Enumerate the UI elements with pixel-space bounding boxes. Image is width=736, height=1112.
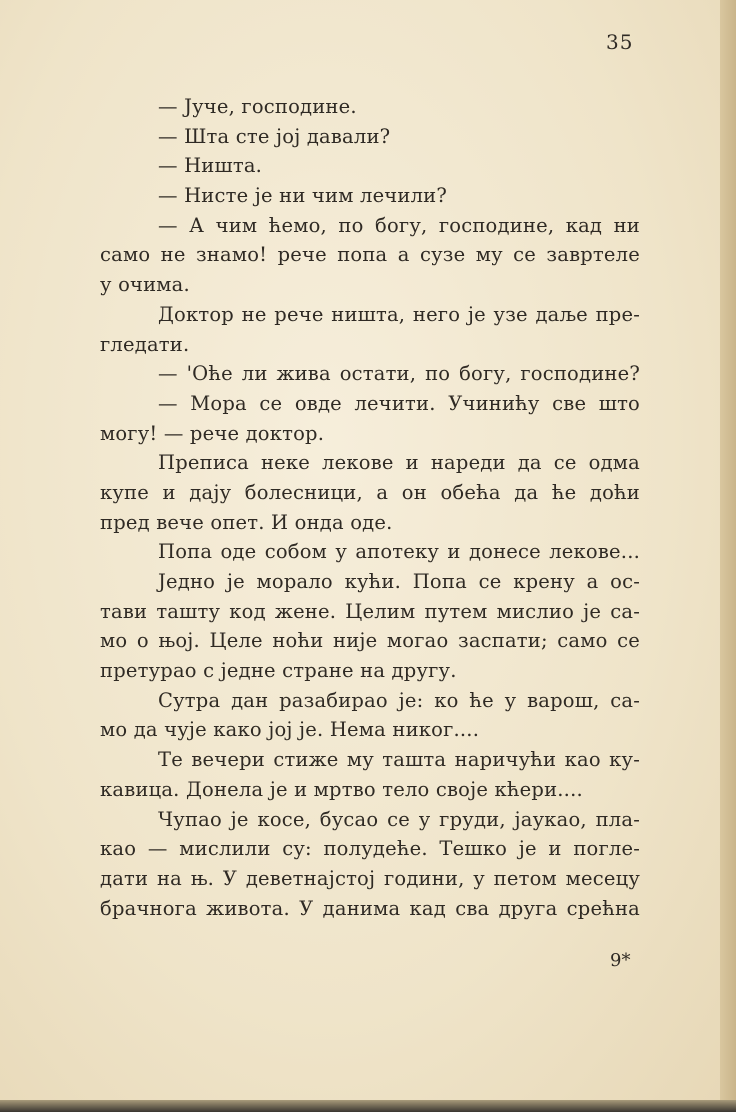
text-line: мо о њој. Целе ноћи није могао заспати; само се — [100, 629, 640, 653]
text-line: пред вече опет. И онда оде. — [100, 510, 393, 534]
text-line: — Шта сте јој давали? — [158, 124, 391, 148]
text-line: само не знамо! рече попа а сузе му се завртеле — [100, 243, 640, 267]
text-line: Сутра дан разабирао је: ко ће у варош, са- — [158, 688, 640, 712]
text-line: гледати. — [100, 332, 190, 356]
body-text — [100, 92, 640, 923]
text-line: брачнога живота. У данима кад сва друга срећна — [100, 896, 640, 920]
text-line: као — мислили су: полудеће. Тешко је и погле- — [100, 837, 640, 861]
text-line: — Мора се овде лечити. Учинићу све што — [158, 391, 640, 415]
page-edge-bottom — [0, 1100, 736, 1112]
page-edge-right — [720, 0, 736, 1112]
text-line: претурао с једне стране на другу. — [100, 659, 457, 683]
page-number: 35 — [606, 30, 634, 54]
text-line: у очима. — [100, 273, 190, 297]
text-line: Те вечери стиже му ташта наричући као ку- — [158, 748, 640, 772]
text-line: могу! — рече доктор. — [100, 421, 325, 445]
text-line: купе и дају болесници, а он обећа да ће доћи — [100, 480, 640, 504]
text-line: Преписа неке лекове и нареди да се одма — [158, 451, 640, 475]
text-line: дати на њ. У деветнајстој години, у петом месецу — [100, 866, 640, 890]
text-line: Доктор не рече ништа, него је узе даље пре- — [158, 302, 640, 326]
text-line: тави ташту код жене. Целим путем мислио је са- — [100, 599, 640, 623]
text-line: — А чим ћемо, по богу, господине, кад ни — [158, 213, 640, 237]
text-line: — 'Оће ли жива остати, по богу, господине? — [158, 362, 640, 386]
text-line: — Јуче, господине. — [158, 95, 357, 118]
text-line: мо да чује како јој је. Нема никог.... — [100, 718, 480, 742]
signature-mark: 9* — [610, 950, 631, 971]
text-line: — Нисте је ни чим лечили? — [158, 184, 448, 208]
text-line: Чупао је косе, бусао се у груди, јаукао, пла- — [158, 807, 640, 831]
text-line: — Ништа. — [158, 154, 263, 178]
text-line: Попа оде собом у апотеку и донесе лекове... — [158, 540, 640, 564]
text-line: Једно је морало кући. Попа се крену а ос- — [158, 570, 640, 593]
text-line: кавица. Донела је и мртво тело своје кћери.... — [100, 777, 583, 801]
